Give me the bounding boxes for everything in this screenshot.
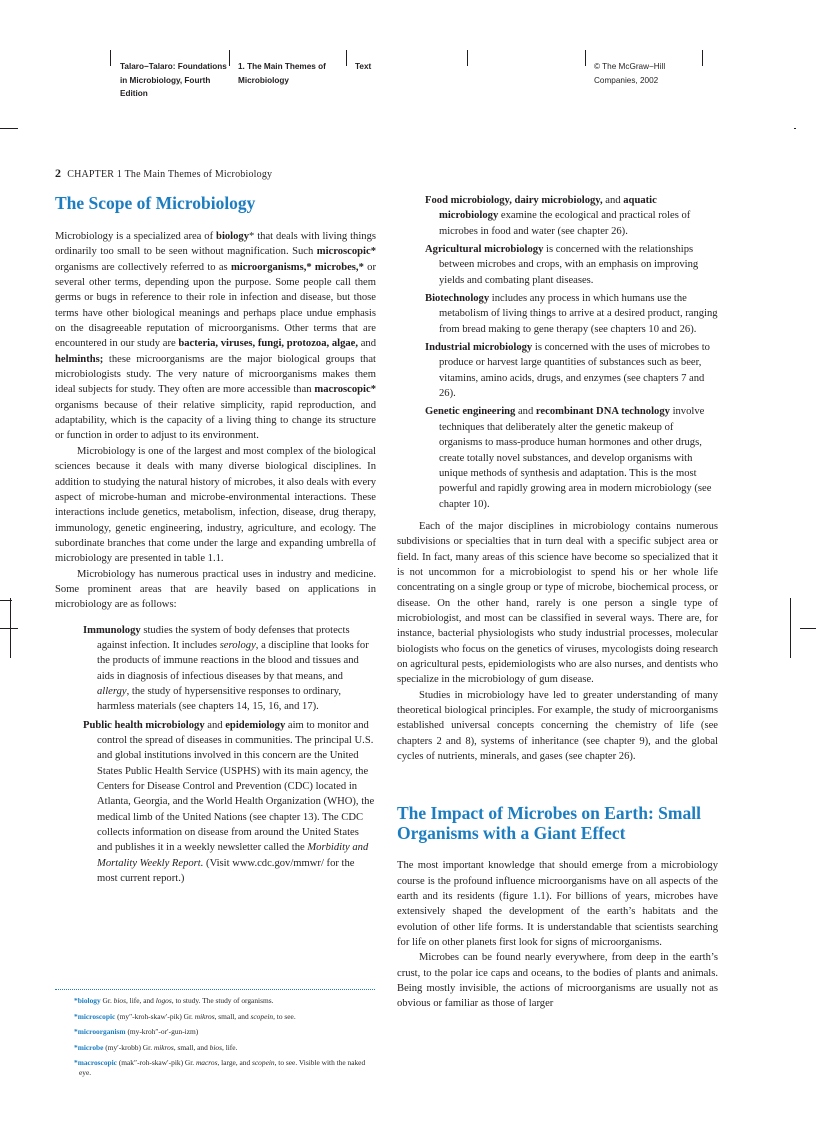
left-column [55,193,376,889]
crop-mark [0,628,18,629]
discipline-list [55,623,376,887]
crop-mark [0,128,18,129]
list-item: Biotechnology includes any process in which humans use the metabolism of living things to arrive at a desired product, ranging from bread making to gene therapy (see chapters 10 and 26). [425,293,718,335]
header-divider [467,50,468,66]
footnote-rule [55,989,375,990]
crop-mark [800,628,816,629]
header-divider [346,50,347,66]
header-divider [229,50,230,66]
header-chapter: 1. The Main Themes of Microbiology [238,62,326,85]
header-type: Text [355,62,372,71]
footnote: *microbe (my′-krobb) Gr. mikros, small, and bios, life. [74,1042,238,1052]
discipline-list [397,193,718,512]
page-number: 2 [55,166,62,180]
header-book-title: Talaro−Talaro: Foundations in Microbiology, Fourth Edition [120,62,227,98]
header-copyright: © The McGraw−Hill Companies, 2002 [594,62,666,85]
footnote: *biology Gr. bios, life, and logos, to study. The study of organisms. [74,996,274,1005]
paragraph: The most important knowledge that should emerge from a microbiology course is the profound influence microorganisms have on all aspects of the earth and its residents (figure 1.1). For billions of years, microbes have extensively shaped the development of the earth’s habitats and the evolution of other life forms. It is understandable that scientists searching for life on other planets first look for signs of microorganisms. [397,860,718,949]
list-item: Immunology studies the system of body defenses that protects against infection. It includes serology, a discipline that looks for the products of immune reactions in the blood and tissues and aids in diagnosis of infectious diseases by that means, and allergy, the study of hypersensitive responses to ordinary, harmless materials (see chapters 14, 15, 16, and 17). [83,624,369,713]
paragraph: Microbiology has numerous practical uses in industry and medicine. Some prominent areas that are heavily based on applications in microbiology are as follows: [55,568,376,611]
page-header [110,50,703,98]
header-divider [585,50,586,66]
list-item: Public health microbiology and epidemiology aim to monitor and control the spread of diseases in communities. The principal U.S. and global institutions involved in this concern are the United States Public Health Service (USPHS) with its main agency, the Centers for Disease Control and Prevention (CDC) located in Atlanta, Georgia, and the World Health Organization (WHO), the medical limb of the United Nations (see chapter 13). The CDC collects information on disease from around the United States and publishes it in a weekly newsletter called the Morbidity and Mortality Weekly Report. (Visit www.cdc.gov/mmwr/ for the most current report.) [83,719,375,885]
footnote: *microscopic (my″-kroh-skaw′-pik) Gr. mikros, small, and scopein, to see. [74,1011,296,1021]
paragraph: Microbiology is one of the largest and most complex of the biological sciences because it deals with many diverse biological disciplines. In addition to studying the natural history of microbes, it also deals with every aspect of microbe-human and microbe-environmental interactions. These interactions include genetics, metabolism, infection, disease, drug therapy, immunology, genetic engineering, industry, agriculture, and ecology. The subordinate branches that come under the large and expanding umbrella of microbiology are presented in table 1.1. [55,445,376,565]
crop-mark [794,128,796,129]
chapter-title: CHAPTER 1 The Main Themes of Microbiology [67,169,273,180]
running-head [55,166,272,181]
header-divider [702,50,703,66]
crop-mark [790,598,791,658]
list-item: Food microbiology, dairy microbiology, and aquatic microbiology examine the ecological and practical roles of microbes in food and water (see chapter 26). [425,195,691,237]
paragraph: Microbes can be found nearly everywhere, from deep in the earth’s crust, to the polar ice caps and oceans, to the bodies of plants and animals. Being mostly invisible, the actions of microorganisms are usually not as obvious or familiar as those of larger [397,952,718,1010]
right-column [397,193,718,1012]
footnote: *microorganism (my-kroh″-or′-gun-izm) [74,1027,199,1037]
paragraph: Studies in microbiology have led to greater understanding of many theoretical biological principles. For example, the study of microorganisms established universal concepts concerning the chemistry of life (see chapters 2 and 8), systems of inheritance (see chapter 9), and the global cycles of nutrients, minerals, and gases (see chapter 26). [397,689,718,763]
list-item: Genetic engineering and recombinant DNA technology involve techniques that deliberately alter the genetic makeup of organisms to mass-produce human hormones and other drugs, create totally novel substances, and develop organisms with unique methods of synthesis and adaptation. This is the most powerful and rapidly growing area in modern microbiology (see chapter 10). [425,406,712,510]
footnote: *macroscopic (mak″-roh-skaw′-pik) Gr. macros, large, and scopein, to see. Visible with the naked eye. [74,1058,366,1078]
section-heading: The Scope of Microbiology [55,193,256,213]
list-item: Industrial microbiology is concerned with the uses of microbes to produce or harvest large quantities of substances such as beer, vitamins, amino acids, drugs, and enzymes (see chapters 7 and 26). [425,342,710,400]
paragraph: Microbiology is a specialized area of biology* that deals with living things ordinarily too small to be seen without magnification. Such microscopic* organisms are collectively referred to as microorganisms,* microbes,* or several other terms, depending upon the purpose. Some people call them germs or bugs in reference to their role in infection and disease, but those terms have other biological meanings and perhaps place undue emphasis on the disagreeable reputation of microorganisms. Other terms that are encountered in our study are bacteria, viruses, fungi, protozoa, algae, and helminths; these microorganisms are the major biological groups that microbiologists study. The very nature of microorganisms makes them ideal subjects for study. They often are more accessible than macroscopic* organisms because of their relative simplicity, rapid reproduction, and adaptability, which is the capacity of a living thing to change its structure or function in order to adjust to its environment. [55,231,376,442]
paragraph: Each of the major disciplines in microbiology contains numerous subdivisions or specialties that in turn deal with a specific subject area or field. In fact, many areas of this science have become so specialized that it is not uncommon for a microbiologist to spend his or her whole life concentrating on a single group or type of microbe, biochemical process, or disease. On the other hand, rarely is one person a single type of microbiologist, and most can be classified in several ways. There are, for instance, bacterial physiologists who study industrial processes, molecular biologists who focus on the genetics of viruses, mycologists doing research on agricultural pests, epidemiologists who are also nurses, and dentists who specialize in the microbiology of gum disease. [397,520,718,686]
header-divider [110,50,111,66]
section-heading: The Impact of Microbes on Earth: Small Organisms with a Giant Effect [397,803,701,844]
footnotes [74,996,374,1084]
list-item: Agricultural microbiology is concerned with the relationships between microbes and crops, with an emphasis on improving yields and combating plant diseases. [425,244,699,286]
